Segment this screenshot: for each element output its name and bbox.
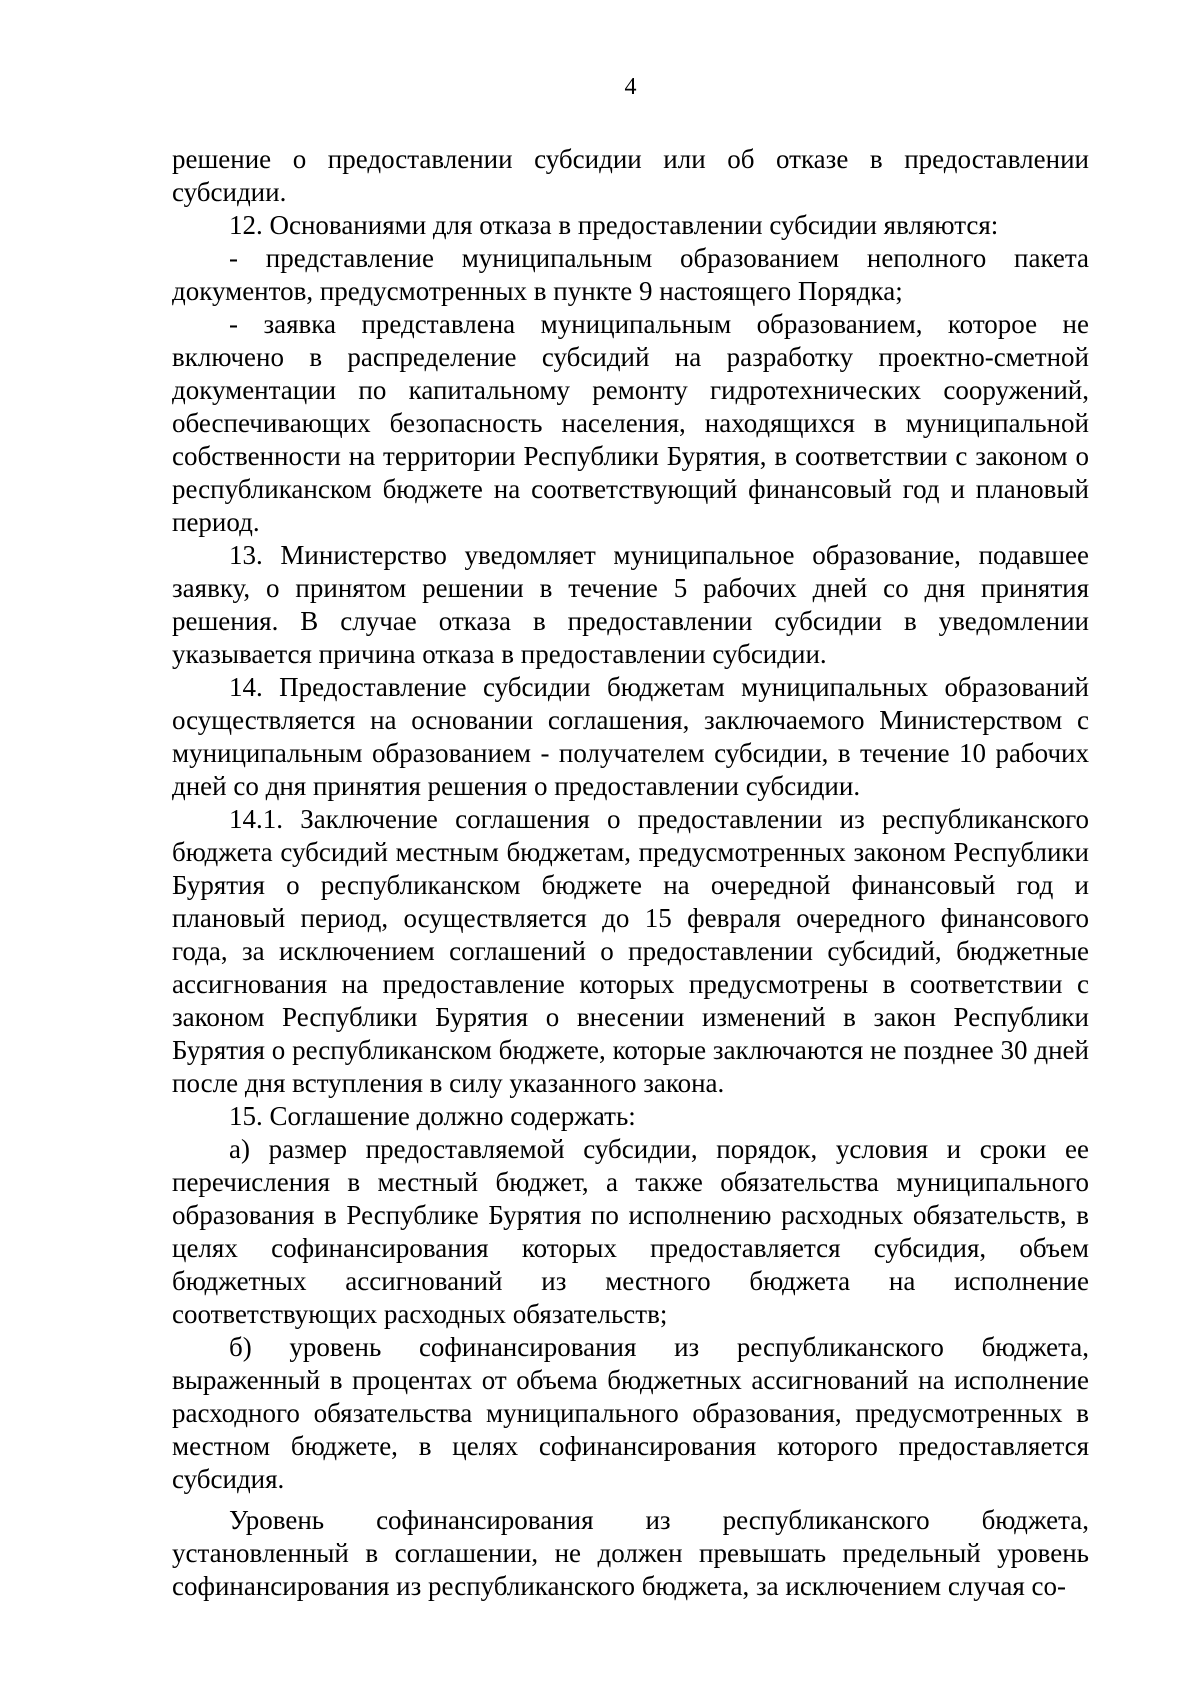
paragraph-item-12-reason-2: - заявка представлена муниципальным образованием, которое не включено в распределение субсидий на разработку проектно-сметной документации по капитальному ремонту гидротехнических сооружений, обеспечивающих безопасность населения, находящихся в муниципальной собственности на территории Республики Бурятия, в соответствии с законом о республиканском бюджете на соответствующий финансовый год и плановый период. xyxy=(172,309,1089,537)
paragraph-item-12-reason-1: - представление муниципальным образованием неполного пакета документов, предусмотренных в пункте 9 настоящего Порядка; xyxy=(172,243,1089,306)
paragraph-item-13: 13. Министерство уведомляет муниципальное образование, подавшее заявку, о принятом решении в течение 5 рабочих дней со дня принятия решения. В случае отказа в предоставлении субсидии в уведомлении указывается причина отказа в предоставлении субсидии. xyxy=(172,540,1089,669)
paragraph-item-15-a: а) размер предоставляемой субсидии, порядок, условия и сроки ее перечисления в местный бюджет, а также обязательства муниципального образования в Республике Бурятия по исполнению расходных обязательств, в целях софинансирования которых предоставляется субсидия, объем бюджетных ассигнований из местного бюджета на исполнение соответствующих расходных обязательств; xyxy=(172,1134,1089,1329)
paragraph-item-15: 15. Соглашение должно содержать: xyxy=(229,1101,636,1131)
document-body xyxy=(172,143,1089,1603)
paragraph-continuation: решение о предоставлении субсидии или об отказе в предоставлении субсидии. xyxy=(172,144,1089,207)
paragraph-item-12: 12. Основаниями для отказа в предоставлении субсидии являются: xyxy=(229,210,999,240)
paragraph-item-14-1: 14.1. Заключение соглашения о предоставлении из республиканского бюджета субсидий местным бюджетам, предусмотренных законом Республики Бурятия о республиканском бюджете на очередной финансовый год и плановый период, осуществляется до 15 февраля очередного финансового года, за исключением соглашений о предоставлении субсидий, бюджетные ассигнования на предоставление которых предусмотрены в соответствии с законом Республики Бурятия о внесении изменений в закон Республики Бурятия о республиканском бюджете, которые заключаются не позднее 30 дней после дня вступления в силу указанного закона. xyxy=(172,804,1089,1098)
paragraph-cofinancing-level: Уровень софинансирования из республиканского бюджета, установленный в соглашении, не должен превышать предельный уровень софинансирования из республиканского бюджета, за исключением случая со- xyxy=(172,1505,1089,1601)
paragraph-item-15-b: б) уровень софинансирования из республиканского бюджета, выраженный в процентах от объема бюджетных ассигнований на исполнение расходного обязательства муниципального образования, предусмотренных в местном бюджете, в целях софинансирования которого предоставляется субсидия. xyxy=(172,1332,1089,1494)
paragraph-item-14: 14. Предоставление субсидии бюджетам муниципальных образований осуществляется на основании соглашения, заключаемого Министерством с муниципальным образованием - получателем субсидии, в течение 10 рабочих дней со дня принятия решения о предоставлении субсидии. xyxy=(172,672,1089,801)
page-number: 4 xyxy=(624,74,637,100)
